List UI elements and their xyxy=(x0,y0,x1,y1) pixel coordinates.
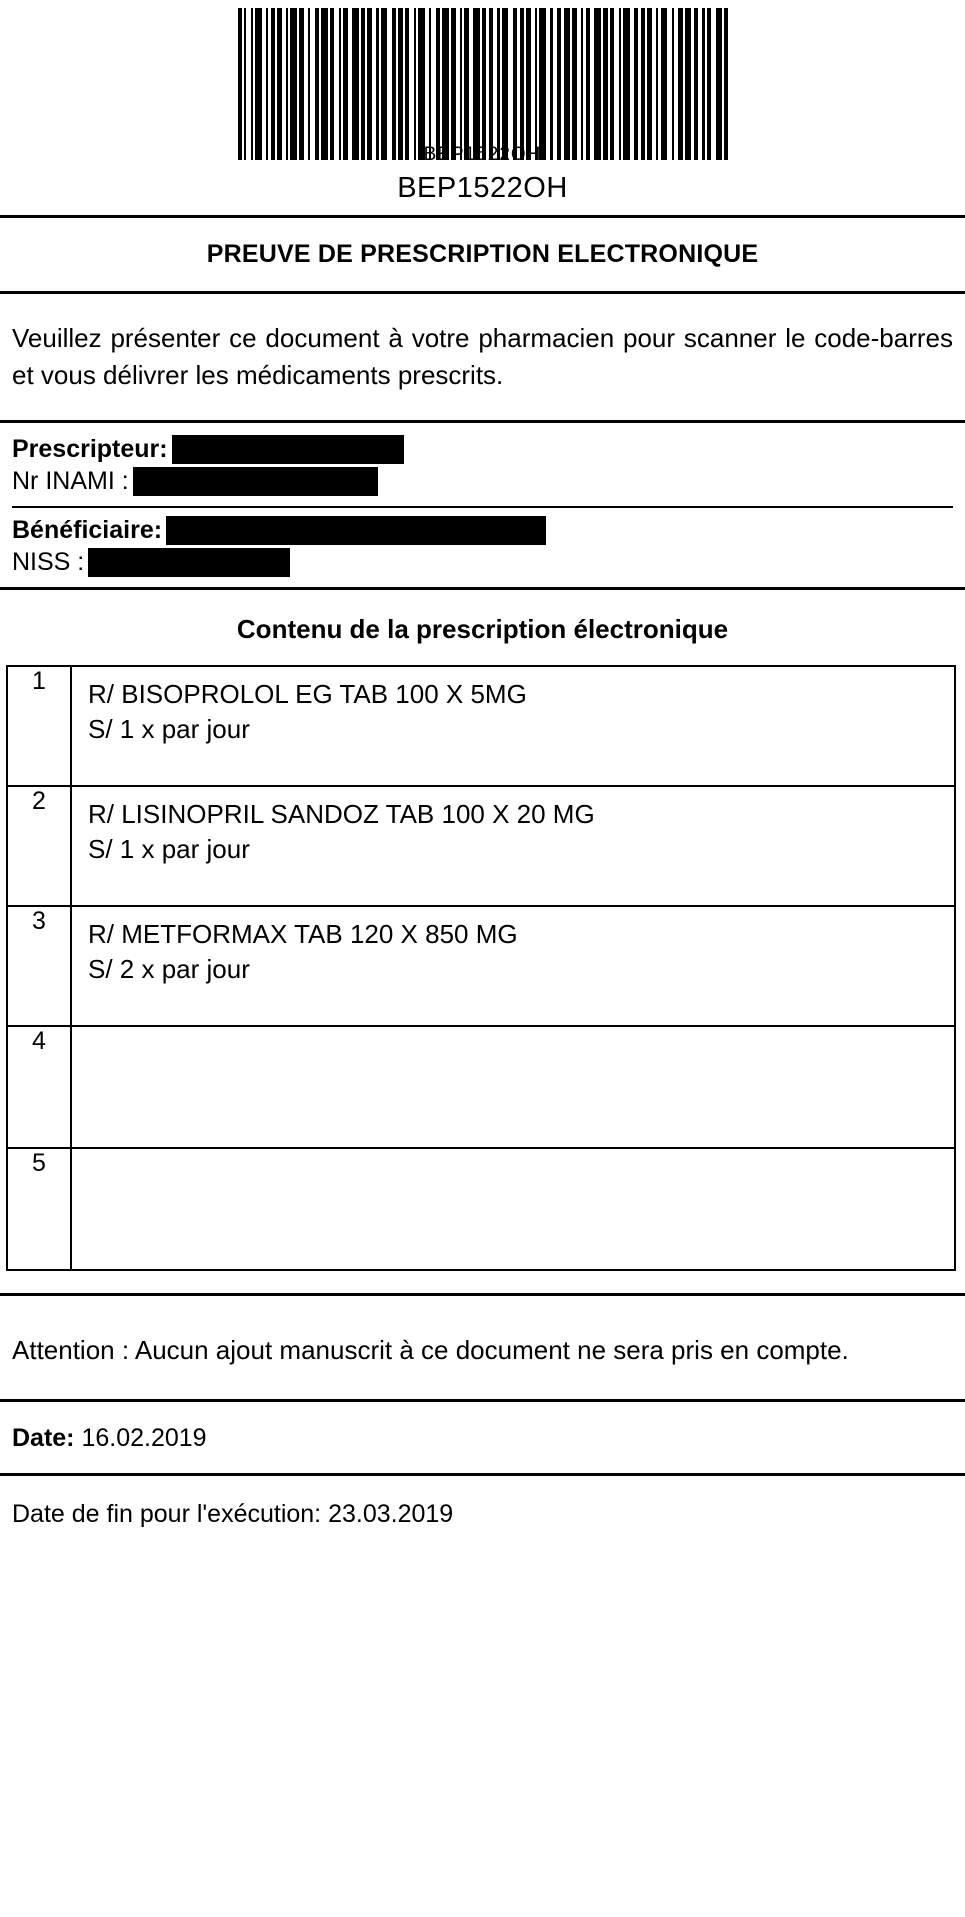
prescription-number: 2 xyxy=(7,786,71,906)
prescription-cell xyxy=(71,1026,955,1148)
prescription-number: 1 xyxy=(7,666,71,786)
barcode-embedded-text: BEP1522OH xyxy=(423,144,542,165)
prescriber-row xyxy=(12,433,953,466)
content-heading: Contenu de la prescription électronique xyxy=(236,613,729,644)
inami-row xyxy=(12,465,953,498)
niss-value-redacted xyxy=(88,548,290,577)
table-row xyxy=(7,786,955,906)
prescription-number: 5 xyxy=(7,1148,71,1270)
table-row xyxy=(7,906,955,1026)
prescription-posology: S/ 1 x par jour xyxy=(88,714,250,745)
end-date-value: 23.03.2019 xyxy=(328,1499,454,1528)
beneficiary-row xyxy=(12,514,953,547)
page-title: PREUVE DE PRESCRIPTION ELECTRONIQUE xyxy=(206,240,759,268)
prescription-posology: S/ 2 x par jour xyxy=(88,954,250,985)
prescription-table xyxy=(6,665,956,1271)
prescription-number: 4 xyxy=(7,1026,71,1148)
table-row xyxy=(7,1148,955,1270)
barcode-code-text: BEP1522OH xyxy=(397,172,568,204)
table-row xyxy=(7,1026,955,1148)
beneficiary-value-redacted xyxy=(166,516,546,545)
prescription-number: 3 xyxy=(7,906,71,1026)
prescriber-value-redacted xyxy=(172,435,404,464)
prescriber-label: Prescripteur: xyxy=(12,434,168,463)
end-date-block xyxy=(0,1476,965,1543)
niss-row xyxy=(12,546,953,579)
date-label: Date: xyxy=(12,1423,75,1452)
prescription-cell xyxy=(71,1148,955,1270)
barcode-block xyxy=(0,0,965,215)
prescription-cell xyxy=(71,906,955,1026)
date-value: 16.02.2019 xyxy=(81,1423,207,1452)
identity-block xyxy=(0,423,965,587)
beneficiary-label: Bénéficiaire: xyxy=(12,515,163,544)
prescription-posology: S/ 1 x par jour xyxy=(88,834,250,865)
prescription-drug: R/ LISINOPRIL SANDOZ TAB 100 X 20 MG xyxy=(88,798,595,829)
prescription-cell xyxy=(71,666,955,786)
barcode-image xyxy=(238,8,728,160)
prescription-drug: R/ BISOPROLOL EG TAB 100 X 5MG xyxy=(88,678,527,709)
warning-text: Attention : Aucun ajout manuscrit à ce document ne sera pris en compte. xyxy=(12,1334,849,1365)
date-block xyxy=(0,1402,965,1473)
inami-label: Nr INAMI : xyxy=(12,467,129,496)
inami-value-redacted xyxy=(133,467,378,496)
end-date-label: Date de fin pour l'exécution: xyxy=(12,1499,322,1528)
niss-label: NISS : xyxy=(12,548,85,577)
divider xyxy=(12,506,953,508)
prescription-drug: R/ METFORMAX TAB 120 X 850 MG xyxy=(88,918,518,949)
intro-text: Veuillez présenter ce document à votre pharmacien pour scanner le code-barres et vous délivrer les médicaments prescrits. xyxy=(12,323,953,390)
table-row xyxy=(7,666,955,786)
prescription-cell xyxy=(71,786,955,906)
